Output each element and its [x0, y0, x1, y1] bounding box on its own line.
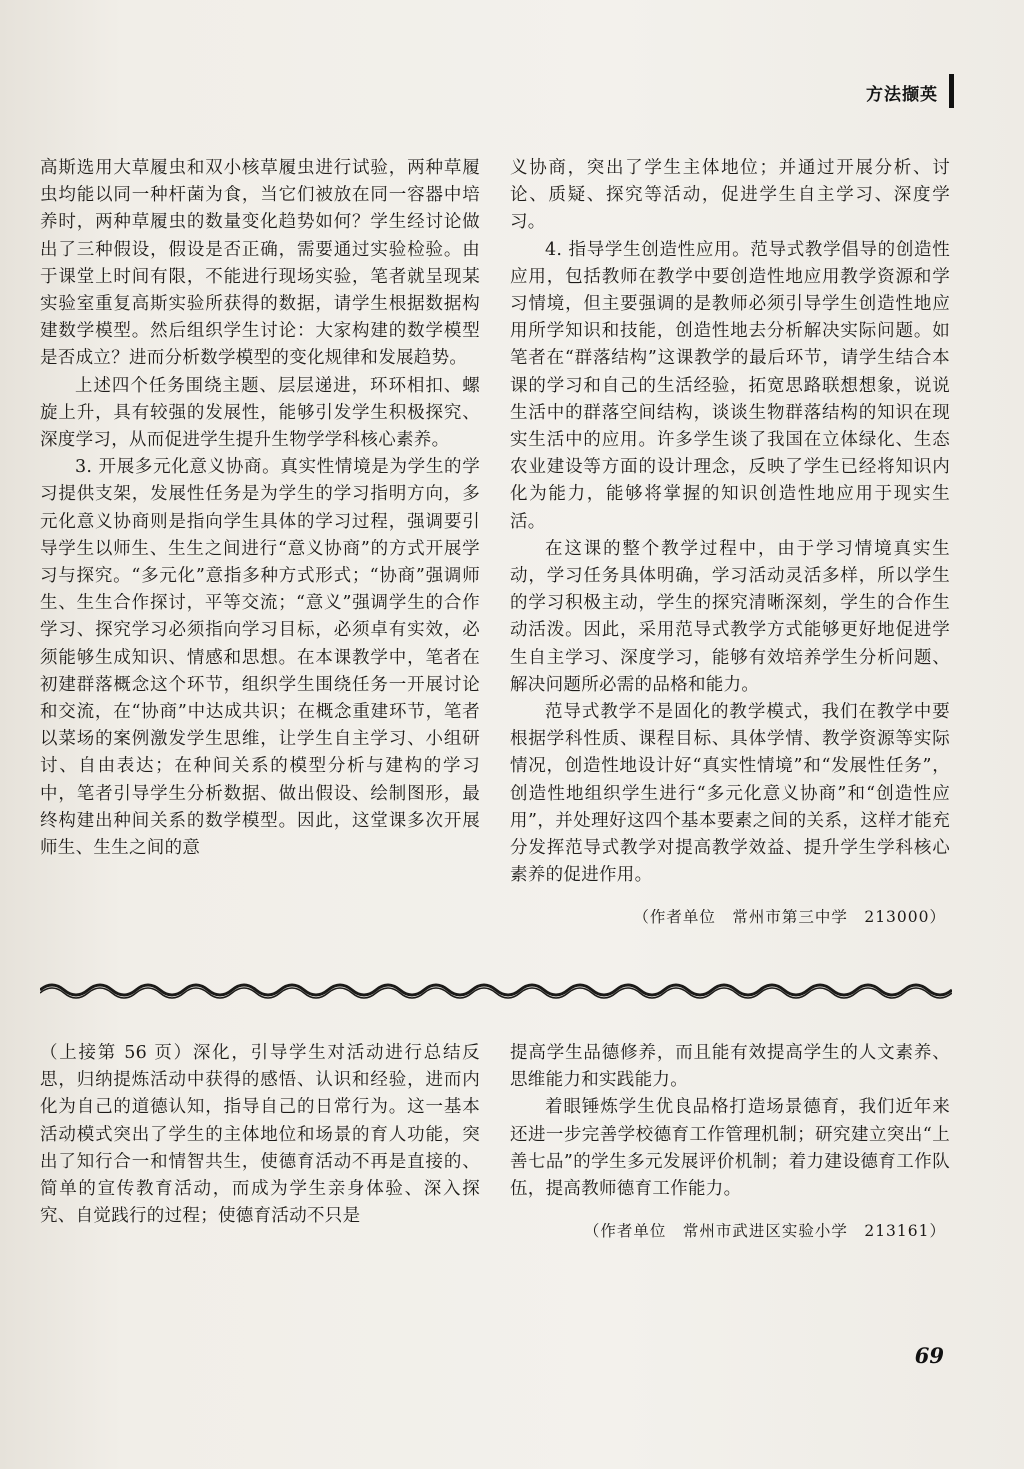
section-label: 方法撷英	[866, 85, 938, 105]
paragraph: 范导式教学不是固化的教学模式，我们在教学中要根据学科性质、课程目标、具体学情、教学资源等实际情况，创造性地设计好“真实性情境”和“发展性任务”，创造性地组织学生进行“多元化意义协商”和“创造性应用”，并处理好这四个基本要素之间的关系，这样才能充分发挥范导式教学对提高教学效益、提升学生学科核心素养的促进作用。	[510, 702, 950, 886]
paragraph: （上接第 56 页）深化，引导学生对活动进行总结反思，归纳提炼活动中获得的感悟、认识和经验，进而内化为自己的道德认知，指导自己的日常行为。这一基本活动模式突出了学生的主体地位和场景的育人功能，突出了知行合一和情智共生，使德育活动不再是直接的、简单的宣传教育活动，而成为学生亲身体验、深入探究、自觉践行的过程；使德育活动不只是	[40, 1043, 480, 1227]
article-one-right-column	[510, 155, 950, 889]
article-two-right-column	[510, 1040, 950, 1203]
paragraph: 高斯选用大草履虫和双小核草履虫进行试验，两种草履虫均能以同一种杆菌为食，当它们被放在同一容器中培养时，两种草履虫的数量变化趋势如何？学生经讨论做出了三种假设，假设是否正确，需要通过实验检验。由于课堂上时间有限，不能进行现场实验，笔者就呈现某实验室重复高斯实验所获得的数据，请学生根据数据构建数学模型。然后组织学生讨论：大家构建的数学模型是否成立？进而分析数学模型的变化规律和发展趋势。	[40, 158, 480, 369]
paragraph: 在这课的整个教学过程中，由于学习情境真实生动，学习任务具体明确，学习活动灵活多样，所以学生的学习积极主动，学生的探究清晰深刻，学生的合作生动活泼。因此，采用范导式教学方式能够更好地促进学生自主学习、深度学习，能够有效培养学生分析问题、解决问题所必需的品格和能力。	[510, 538, 950, 695]
page-number: 69	[914, 1343, 944, 1368]
author-affiliation: （作者单位 常州市第三中学 213000）	[633, 908, 946, 926]
article-two-left-column	[40, 1040, 480, 1230]
section-marker-bar	[949, 74, 954, 108]
author-affiliation: （作者单位 常州市武进区实验小学 213161）	[583, 1222, 946, 1240]
paragraph: 提高学生品德修养，而且能有效提高学生的人文素养、思维能力和实践能力。	[510, 1043, 950, 1091]
paragraph: 上述四个任务围绕主题、层层递进，环环相扣、螺旋上升，具有较强的发展性，能够引发学生积极探究、深度学习，从而促进学生提升生物学学科核心素养。	[40, 375, 480, 451]
paragraph: 3. 开展多元化意义协商。真实性情境是为学生的学习提供支架，发展性任务是为学生的学习指明方向，多元化意义协商则是指向学生具体的学习过程，强调要引导学生以师生、生生之间进行“意义协商”的方式开展学习与探究。“多元化”意指多种方式形式；“协商”强调师生、生生合作探讨，平等交流；“意义”强调学生的合作学习、探究学习必须指向学习目标，必须卓有实效，必须能够生成知识、情感和思想。在本课教学中，笔者在初建群落概念这个环节，组织学生围绕任务一开展讨论和交流，在“协商”中达成共识；在概念重建环节，笔者以菜场的案例激发学生思维，让学生自主学习、小组研讨、自由表达；在种间关系的模型分析与建构的学习中，笔者引导学生分析数据、做出假设、绘制图形，最终构建出种间关系的数学模型。因此，这堂课多次开展师生、生生之间的意	[40, 457, 480, 859]
article-one-left-column	[40, 155, 480, 862]
paragraph: 着眼锤炼学生优良品格打造场景德育，我们近年来还进一步完善学校德育工作管理机制；研究建立突出“上善七品”的学生多元发展评价机制；着力建设德育工作队伍，提高教师德育工作能力。	[510, 1097, 950, 1200]
wavy-divider	[40, 978, 952, 1002]
paragraph: 4. 指导学生创造性应用。范导式教学倡导的创造性应用，包括教师在教学中要创造性地应用教学资源和学习情境，但主要强调的是教师必须引导学生创造性地应用所学知识和技能，创造性地去分析解决实际问题。如笔者在“群落结构”这课教学的最后环节，请学生结合本课的学习和自己的生活经验，拓宽思路联想想象，说说生活中的群落空间结构，谈谈生物群落结构的知识在现实生活中的应用。许多学生谈了我国在立体绿化、生态农业建设等方面的设计理念，反映了学生已经将知识内化为能力，能够将掌握的知识创造性地应用于现实生活。	[510, 239, 950, 532]
paragraph: 义协商，突出了学生主体地位；并通过开展分析、讨论、质疑、探究等活动，促进学生自主学习、深度学习。	[510, 158, 950, 233]
